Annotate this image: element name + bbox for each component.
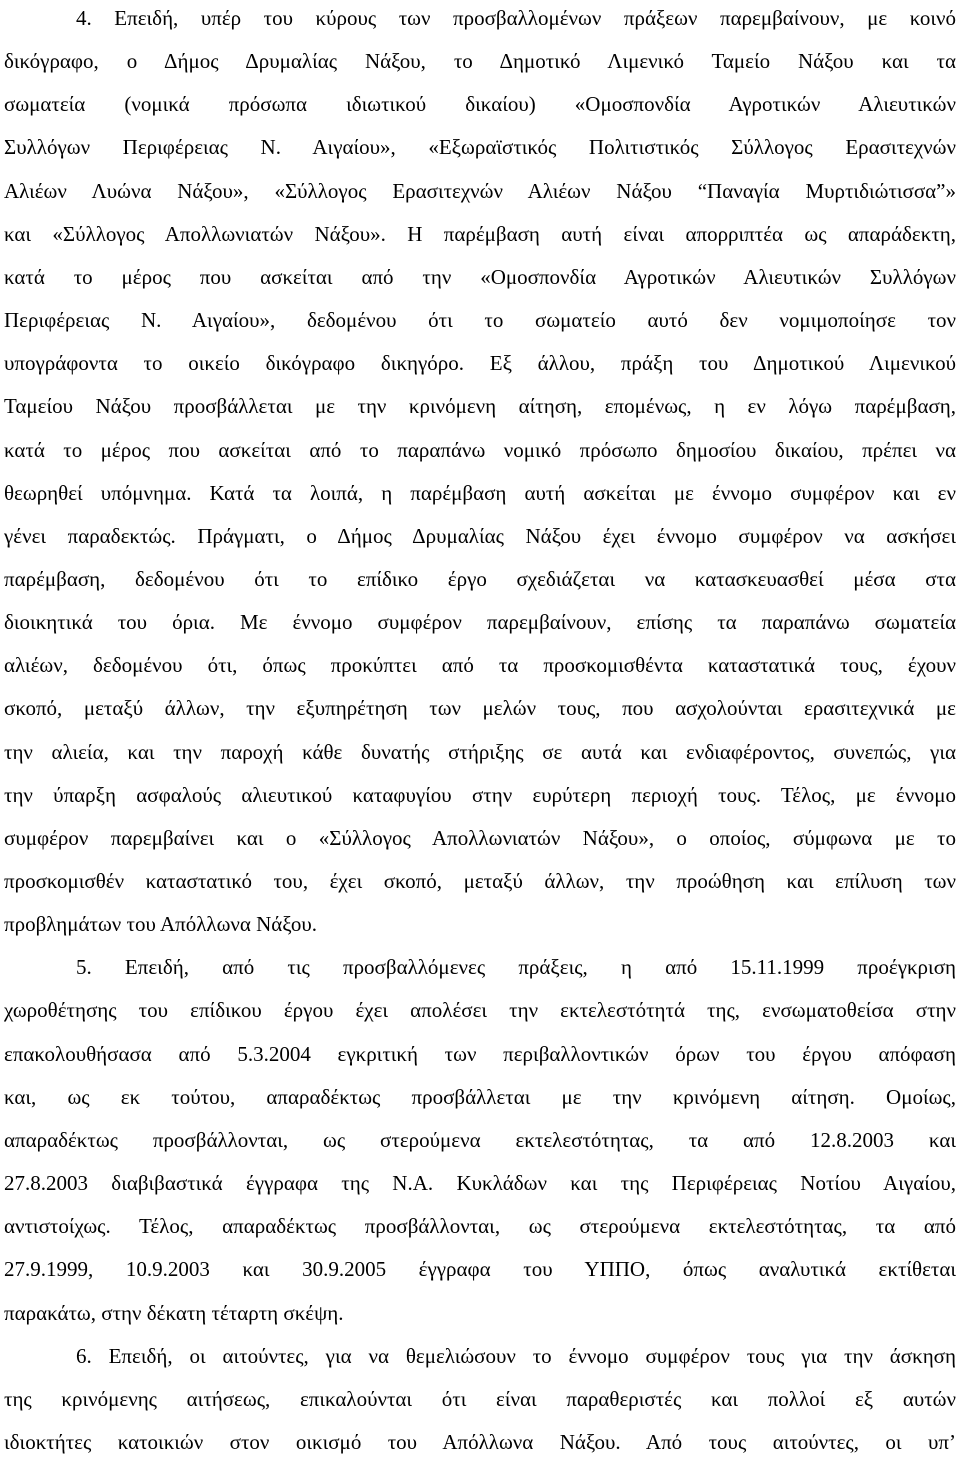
- text-line: 27.8.2003 διαβιβαστικά έγγραφα της Ν.Α. Κυκλάδων και της Περιφέρειας Νοτίου Αιγαίου,: [4, 1171, 956, 1196]
- text-line: Περιφέρειας Ν. Αιγαίου», δεδομένου ότι το σωματείο αυτό δεν νομιμοποίησε τον: [4, 308, 956, 333]
- text-line: διοικητικά του όρια. Με έννομο συμφέρον παρεμβαίνουν, επίσης τα παραπάνω σωματεία: [4, 610, 956, 635]
- text-line: θεωρηθεί υπόμνημα. Κατά τα λοιπά, η παρέμβαση αυτή ασκείται με έννομο συμφέρον και εν: [4, 480, 956, 505]
- text-line: συμφέρον παρεμβαίνει και ο «Σύλλογος Απολλωνιατών Νάξου», ο οποίος, σύμφωνα με το: [4, 825, 956, 850]
- text-line: Αλιέων Λυώνα Νάξου», «Σύλλογος Ερασιτεχνών Αλιέων Νάξου “Παναγία Μυρτιδιώτισσα”»: [4, 178, 956, 203]
- text-line: παρακάτω, στην δέκατη τέταρτη σκέψη.: [4, 1300, 344, 1325]
- text-line: κατά το μέρος που ασκείται από την «Ομοσπονδία Αγροτικών Αλιευτικών Συλλόγων: [4, 264, 956, 289]
- text-line: προσκομισθέν καταστατικό του, έχει σκοπό, μεταξύ άλλων, την προώθηση και επίλυση των: [4, 869, 956, 893]
- text-line: 27.9.1999, 10.9.2003 και 30.9.2005 έγγραφα του ΥΠΠΟ, όπως αναλυτικά εκτίθεται: [4, 1257, 956, 1282]
- text-line: την ύπαρξη ασφαλούς αλιευτικού καταφυγίου στην ευρύτερη περιοχή τους. Τέλος, με έννομο: [4, 782, 956, 807]
- text-line: δικόγραφο, ο Δήμος Δρυμαλίας Νάξου, το Δημοτικό Λιμενικό Ταμείο Νάξου και τα: [4, 49, 956, 74]
- text-line: της κρινόμενης αιτήσεως, επικαλούνται ότι είναι παραθεριστές και πολλοί εξ αυτών: [4, 1386, 956, 1411]
- text-line: γένει παραδεκτώς. Πράγματι, ο Δήμος Δρυμαλίας Νάξου έχει έννομο συμφέρον να ασκήσει: [4, 523, 956, 548]
- text-line: υπογράφοντα το οικείο δικόγραφο δικηγόρο. Εξ άλλου, πράξη του Δημοτικού Λιμενικού: [4, 351, 956, 376]
- text-line: επακολουθήσασα από 5.3.2004 εγκριτική των περιβαλλοντικών όρων του έργου απόφαση: [4, 1041, 956, 1066]
- text-line: κατά το μέρος που ασκείται από το παραπάνω νομικό πρόσωπο δημοσίου δικαίου, πρέπει να: [4, 437, 956, 462]
- text-line: και, ως εκ τούτου, απαραδέκτως προσβάλλεται με την κρινόμενη αίτηση. Ομοίως,: [4, 1084, 956, 1109]
- text-line: και «Σύλλογος Απολλωνιατών Νάξου». Η παρέμβαση αυτή είναι απορριπτέα ως απαράδεκτη,: [4, 221, 956, 246]
- text-line: 6. Επειδή, οι αιτούντες, για να θεμελιώσουν το έννομο συμφέρον τους για την άσκηση: [76, 1343, 956, 1368]
- text-line: προβλημάτων του Απόλλωνα Νάξου.: [4, 912, 318, 937]
- text-line: παρέμβαση, δεδομένου ότι το επίδικο έργο σχεδιάζεται να κατασκευασθεί μέσα στα: [4, 566, 956, 591]
- text-line: την αλιεία, και την παροχή κάθε δυνατής στήριξης σε αυτά και ενδιαφέροντος, συνεπώς, για: [4, 739, 956, 764]
- text-line: χωροθέτησης του επίδικου έργου έχει απολέσει την εκτελεστότητά της, ενσωματοθείσα στην: [4, 998, 956, 1023]
- text-line: αντιστοίχως. Τέλος, απαραδέκτως προσβάλλονται, ως στερούμενα εκτελεστότητας, τα από: [4, 1214, 956, 1239]
- text-line: σωματεία (νομικά πρόσωπα ιδιωτικού δικαίου) «Ομοσπονδία Αγροτικών Αλιευτικών: [4, 92, 956, 117]
- text-line: Συλλόγων Περιφέρειας Ν. Αιγαίου», «Εξωραϊστικός Πολιτιστικός Σύλλογος Ερασιτεχνών: [4, 135, 956, 160]
- text-line: σκοπό, μεταξύ άλλων, την εξυπηρέτηση των μελών τους, που ασχολούνται ερασιτεχνικά με: [4, 696, 956, 721]
- text-line: ιδιοκτήτες κατοικιών στον οικισμό του Απόλλωνα Νάξου. Από τους αιτούντες, οι υπ’: [4, 1429, 956, 1454]
- text-line: απαραδέκτως προσβάλλονται, ως στερούμενα εκτελεστότητας, τα από 12.8.2003 και: [4, 1127, 956, 1152]
- text-line: 5. Επειδή, από τις προσβαλλόμενες πράξεις, η από 15.11.1999 προέγκριση: [76, 955, 956, 980]
- text-line: Ταμείου Νάξου προσβάλλεται με την κρινόμενη αίτηση, επομένως, η εν λόγω παρέμβαση,: [4, 394, 956, 419]
- text-line: 4. Επειδή, υπέρ του κύρους των προσβαλλομένων πράξεων παρεμβαίνουν, με κοινό: [76, 6, 956, 30]
- text-line: αλιέων, δεδομένου ότι, όπως προκύπτει από τα προσκομισθέντα καταστατικά τους, έχουν: [4, 653, 956, 678]
